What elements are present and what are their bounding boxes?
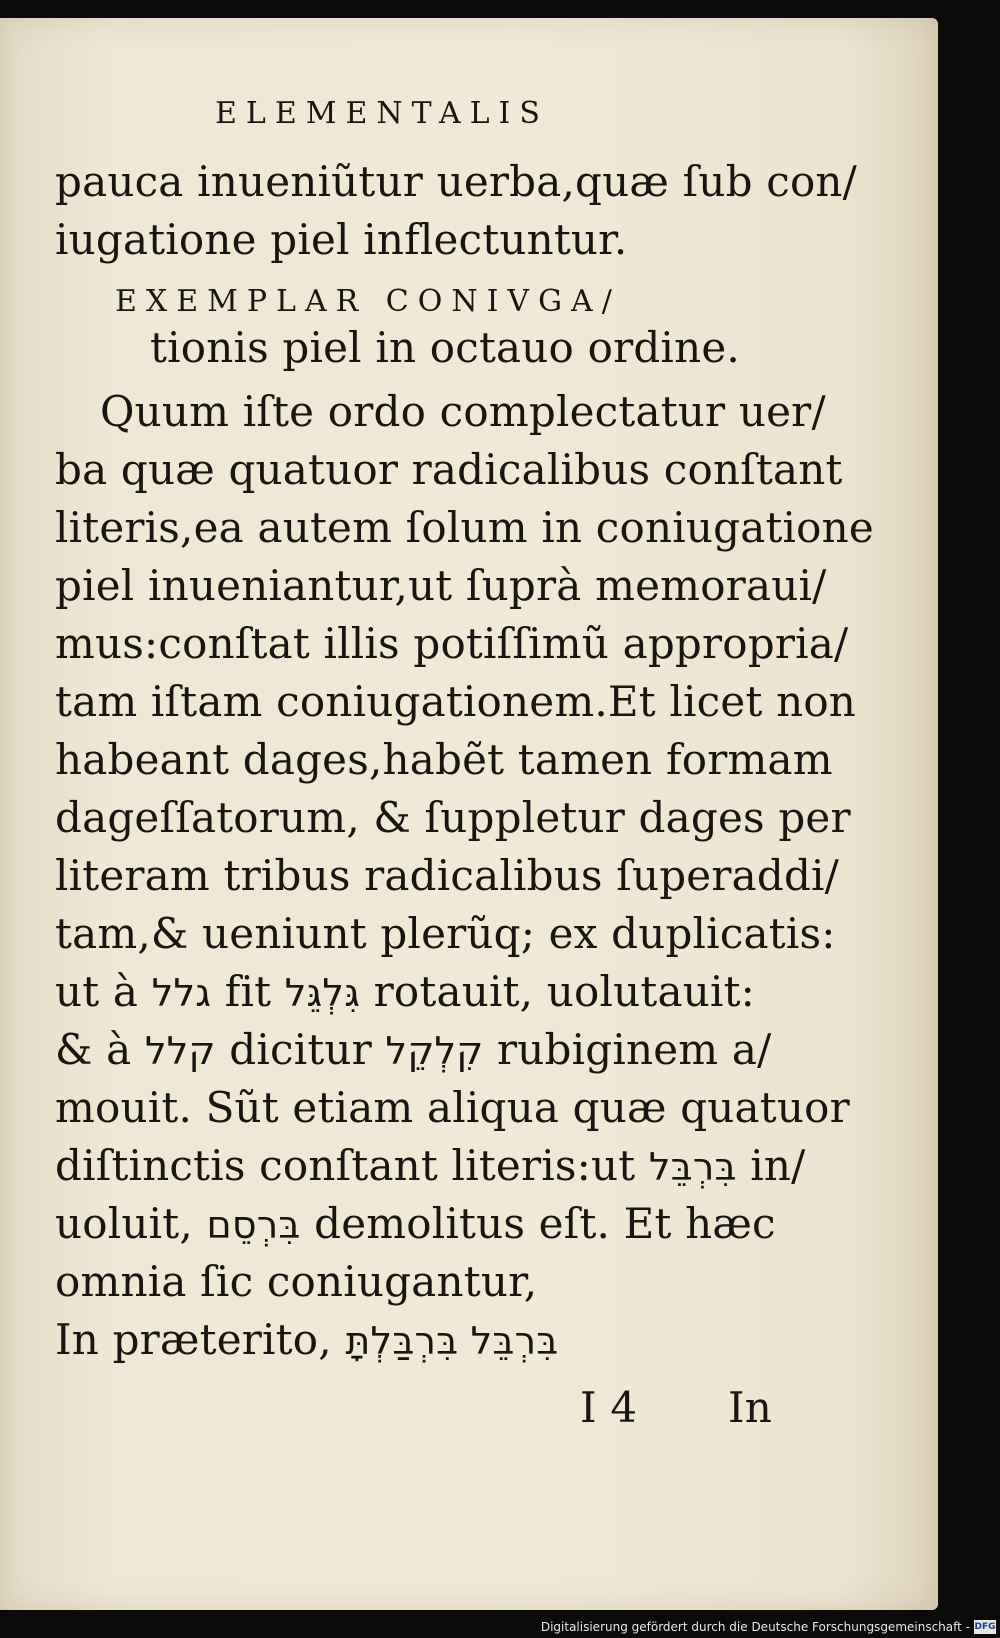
latin-text: ut à	[55, 967, 139, 1016]
hebrew-word: קלל	[144, 1029, 216, 1073]
catchword: In	[728, 1383, 773, 1432]
text-line: Quum iſte ordo complectatur uer/	[100, 387, 826, 436]
book-page	[0, 18, 938, 1610]
latin-text: & à	[55, 1025, 132, 1074]
hebrew-word: בִּרְבֵּל	[648, 1145, 737, 1189]
latin-text: dicitur	[229, 1025, 372, 1074]
running-head: ELEMENTALIS	[215, 96, 549, 131]
text-line: habeant dages,habẽt tamen formam	[55, 735, 833, 784]
text-line: tam iſtam coniugationem.Et licet non	[55, 677, 857, 726]
text-line-hebrew	[55, 1140, 806, 1193]
signature-mark: I 4	[580, 1383, 638, 1432]
text-line: piel inueniantur,ut ſuprà memoraui/	[55, 561, 827, 610]
hebrew-word: גלל	[151, 971, 212, 1015]
hebrew-word: קִלְקֵל	[385, 1029, 484, 1073]
latin-text: rotauit, uolutauit:	[373, 967, 756, 1016]
latin-text: demolitus eſt. Et hæc	[314, 1199, 776, 1248]
funding-credit: Digitalisierung gefördert durch die Deutsche Forschungsgemeinschaft -	[540, 1620, 970, 1634]
text-line: ba quæ quatuor radicalibus conſtant	[55, 445, 843, 494]
latin-text: fit	[224, 967, 272, 1016]
latin-text: uoluit,	[55, 1199, 193, 1248]
text-line: literam tribus radicalibus ſuperaddi/	[55, 851, 840, 900]
text-line-hebrew	[55, 1314, 775, 1367]
text-line: dageſſatorum, & ſuppletur dages per	[55, 793, 851, 842]
dfg-logo: DFG	[974, 1622, 996, 1632]
section-heading-cont: tionis piel in octauo ordine.	[150, 323, 740, 372]
latin-text: diſtinctis conſtant literis:ut	[55, 1141, 636, 1190]
latin-text: In præterito,	[55, 1315, 332, 1364]
text-line: literis,ea autem ſolum in coniugatione	[55, 503, 874, 552]
latin-text: in/	[750, 1141, 806, 1190]
text-line: tam,& ueniunt plerũq; ex duplicatis:	[55, 909, 836, 958]
text-line: omnia ſic coniugantur,	[55, 1257, 538, 1306]
text-line: mus:conſtat illis potiſſimũ appropria/	[55, 619, 849, 668]
footer-bar	[0, 1610, 1000, 1638]
text-line: pauca inueniũtur uerba,quæ ſub con/	[55, 157, 858, 206]
text-line: iugatione piel inflectuntur.	[55, 215, 628, 264]
hebrew-word: בִּרְבֵּל בִּרְבַּלְתָּ	[345, 1319, 559, 1363]
text-line-hebrew	[55, 966, 775, 1019]
text-line-hebrew	[55, 1024, 775, 1077]
text-line-hebrew	[55, 1198, 775, 1251]
section-heading: EXEMPLAR CONIVGA/	[115, 284, 621, 319]
hebrew-word: גִּלְגֵּל	[284, 971, 361, 1015]
text-line: mouit. Sũt etiam aliqua quæ quatuor	[55, 1083, 850, 1132]
latin-text: rubiginem a/	[497, 1025, 772, 1074]
hebrew-word: בִּרְסֵם	[206, 1203, 301, 1247]
